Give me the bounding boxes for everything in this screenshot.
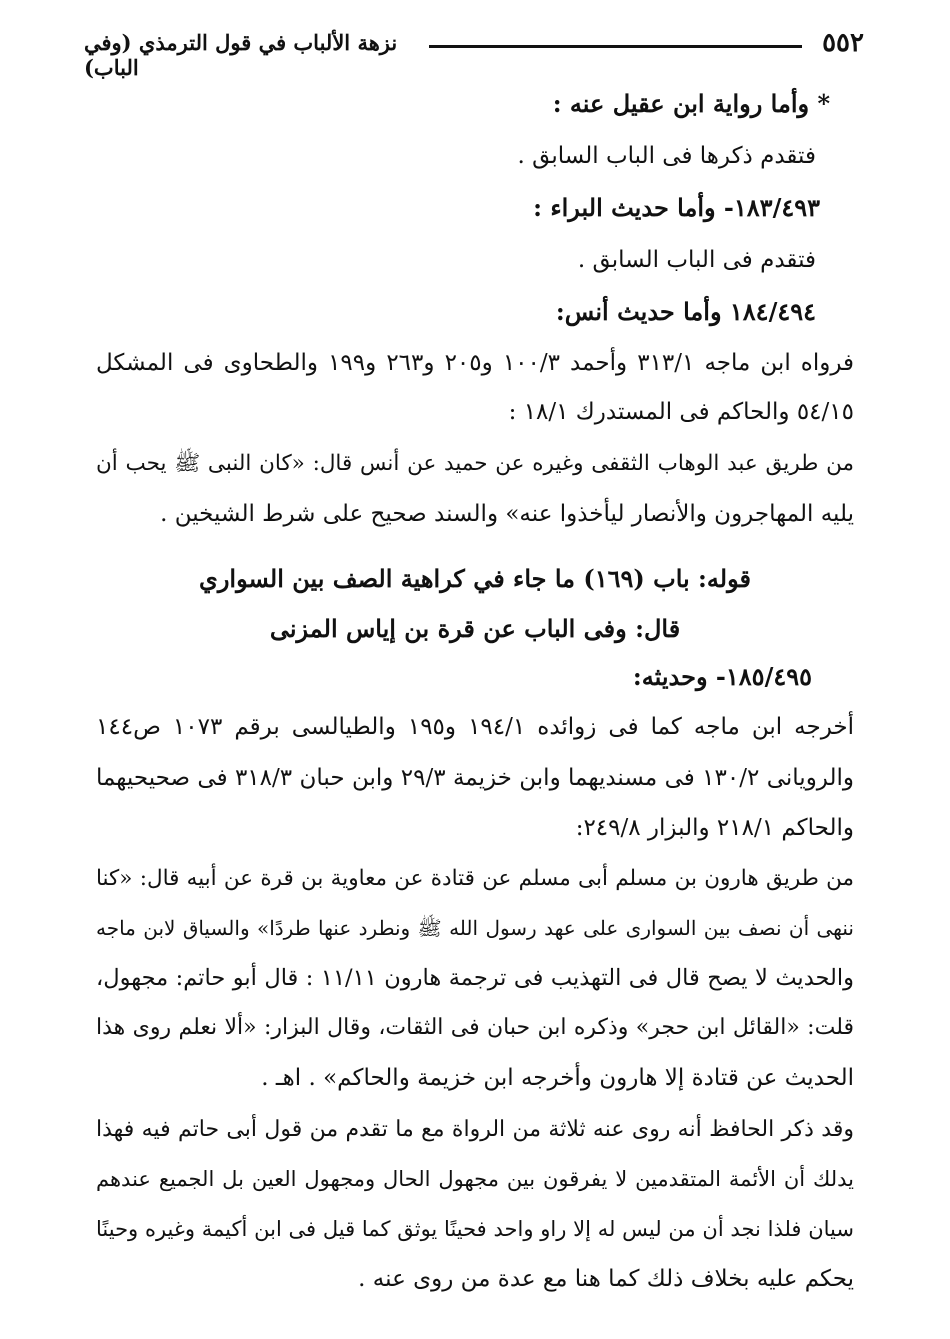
header-rule <box>429 45 802 48</box>
body-line: والحديث لا يصح قال فى التهذيب فى ترجمة هارون ١١/١١ : قال أبو حاتم: مجهول، <box>96 965 855 991</box>
hadith-heading-bara: ١٨٣/٤٩٣- وأما حديث البراء : <box>533 193 820 222</box>
body-line: سيان فلذا نجد أن من ليس له إلا راو واحد فحينًا يوثق كما قيل فى ابن أكيمة وغيره وحينًا <box>96 1217 854 1241</box>
body-line: فرواه ابن ماجه ٣١٣/١ وأحمد ١٠٠/٣ و٢٠٥ و٢٦٣ و١٩٩ والطحاوى فى المشكل <box>96 350 855 376</box>
page-number: ٥٥٢ <box>822 28 864 58</box>
hadith-heading-qurra: ١٨٥/٤٩٥- وحديثه: <box>632 662 812 691</box>
page-header <box>84 28 864 80</box>
body-line: فتقدم ذكرها فى الباب السابق . <box>517 143 816 169</box>
body-line: من طريق هارون بن مسلم أبى مسلم عن قتادة عن معاوية بن قرة عن أبيه قال: «كنا <box>96 866 854 891</box>
chapter-heading: قوله: باب (١٦٩) ما جاء في كراهية الصف بين السواري <box>199 564 751 593</box>
body-line: ٥٤/١٥ والحاكم فى المستدرك ١٨/١ : <box>508 399 854 425</box>
hadith-heading-anas: ١٨٤/٤٩٤ وأما حديث أنس: <box>555 297 816 326</box>
body-line: قلت: «القائل ابن حجر» وذكره ابن حبان فى الثقات، وقال البزار: «ألا نعلم روى هذا <box>96 1015 854 1040</box>
chapter-subheading: قال: وفى الباب عن قرة بن إياس المزنى <box>269 614 681 643</box>
running-title: نزهة الألباب في قول الترمذي (وفي الباب) <box>84 30 398 80</box>
body-line: يليه المهاجرون والأنصار ليأخذوا عنه» والسند صحيح على شرط الشيخين . <box>160 501 854 527</box>
body-line: يحكم عليه بخلاف ذلك كما هنا مع عدة من روى عنه . <box>358 1266 854 1292</box>
body-line: أخرجه ابن ماجه كما فى زوائده ١٩٤/١ و١٩٥ والطيالسى برقم ١٠٧٣ ص١٤٤ <box>96 714 855 740</box>
body-line: يدلك أن الأئمة المتقدمين لا يفرقون بين مجهول الحال ومجهول العين بل الجميع عندهم <box>96 1167 854 1191</box>
section-heading-ibn-aqil: * وأما رواية ابن عقيل عنه : <box>552 89 830 118</box>
body-line: ننهى أن نصف بين السوارى على عهد رسول الله ﷺ ونطرد عنها طردًا» والسياق لابن ماجه <box>96 916 854 940</box>
body-line: والرويانى ١٣٠/٢ فى مسنديهما وابن خزيمة ٢٩/٣ وابن حبان ٣١٨/٣ فى صحيحيهما <box>96 765 854 791</box>
body-line: من طريق عبد الوهاب الثقفى وغيره عن حميد عن أنس قال: «كان النبى ﷺ يحب أن <box>96 451 854 476</box>
body-line: فتقدم فى الباب السابق . <box>577 247 816 273</box>
body-line: والحاكم ٢١٨/١ والبزار ٢٤٩/٨: <box>575 815 854 841</box>
body-line: الحديث عن قتادة إلا هارون وأخرجه ابن خزيمة والحاكم» . اهـ . <box>261 1065 854 1091</box>
body-line: وقد ذكر الحافظ أنه روى عنه ثلاثة من الرواة مع ما تقدم من قول أبى حاتم فيه فهذا <box>96 1117 854 1142</box>
